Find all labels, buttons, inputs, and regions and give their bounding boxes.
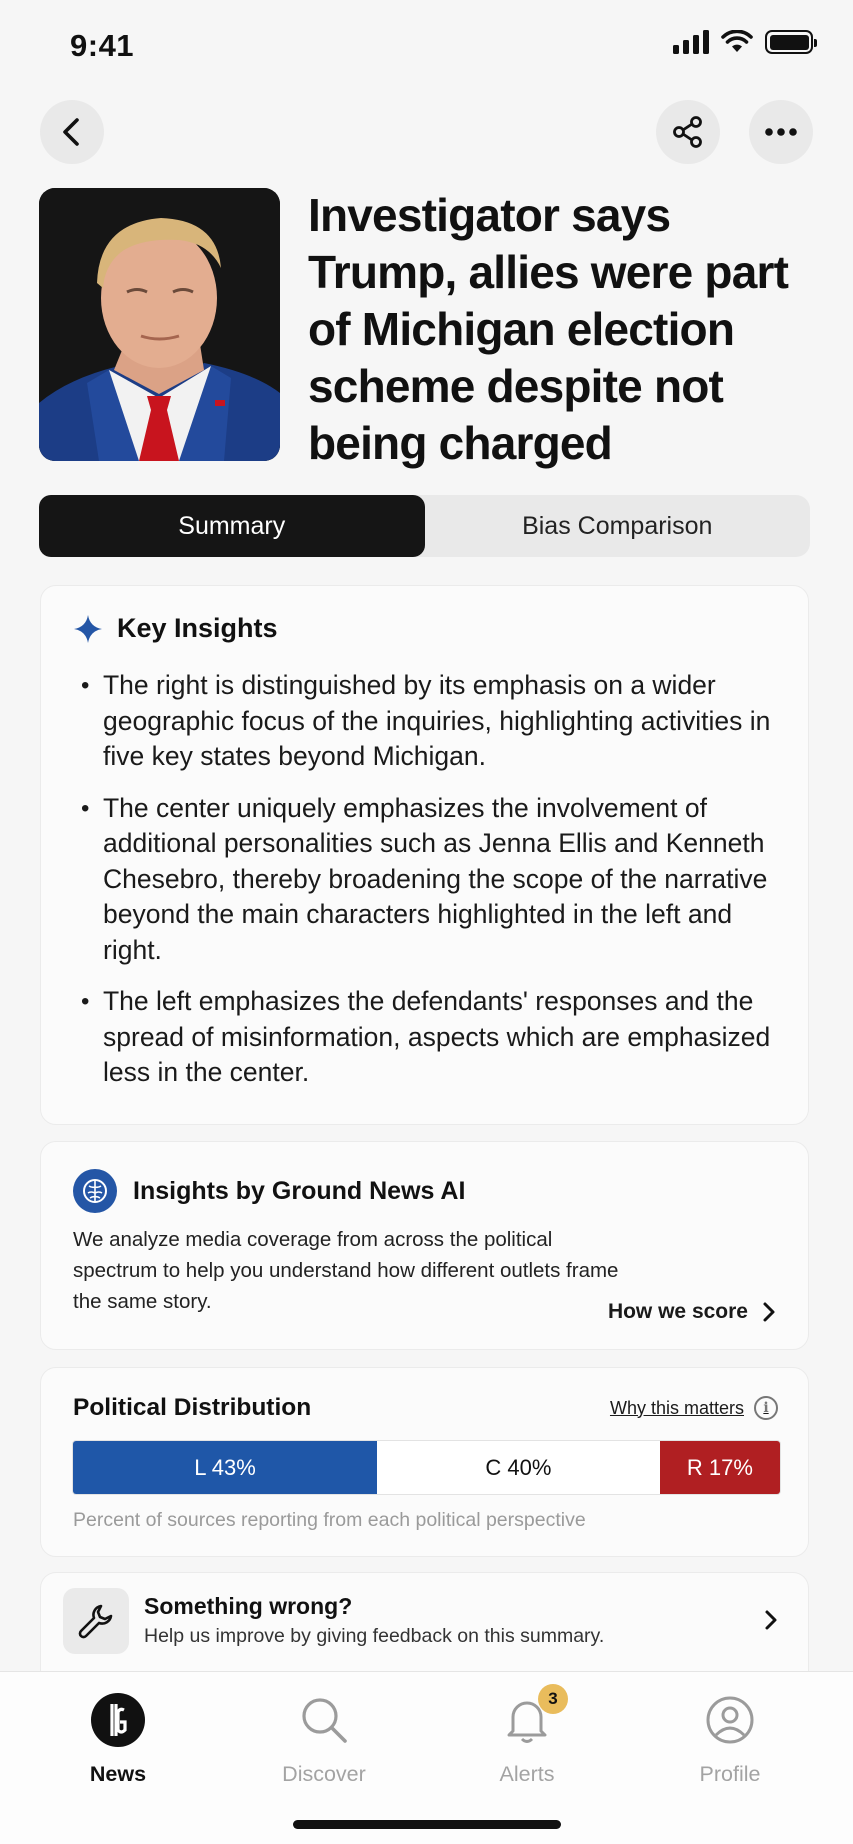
why-this-matters-label: Why this matters <box>609 1397 744 1418</box>
insight-item: • The right is distinguished by its emphasis on a wider geographic focus of the inquiries, highlighting activities in five key states beyond Michigan. <box>103 668 783 775</box>
brain-icon <box>73 1169 117 1213</box>
info-icon: i <box>754 1396 778 1420</box>
feedback-card[interactable] <box>40 1572 809 1672</box>
chevron-right-icon <box>764 1609 778 1631</box>
tab-profile[interactable] <box>650 1672 810 1787</box>
tab-news-label: News <box>89 1762 147 1786</box>
key-insights-header <box>113 613 278 644</box>
right-segment: R 17% <box>660 1441 780 1494</box>
distribution-caption: Percent of sources reporting from each political perspective <box>73 1509 586 1531</box>
key-insights-card <box>40 585 809 1125</box>
tab-alerts[interactable] <box>447 1672 607 1787</box>
political-distribution-card <box>40 1367 809 1557</box>
share-icon <box>671 115 705 149</box>
key-insights-list <box>103 668 783 1107</box>
tab-discover-label: Discover <box>282 1762 366 1786</box>
tab-alerts-label: Alerts <box>499 1762 555 1786</box>
feedback-subtitle: Help us improve by giving feedback on this summary. <box>144 1625 605 1647</box>
bottom-tab-bar <box>0 1671 853 1844</box>
political-distribution-title: Political Distribution <box>73 1394 312 1421</box>
bell-icon <box>504 1689 558 1750</box>
tab-profile-label: Profile <box>699 1762 761 1786</box>
alerts-badge: 3 <box>538 1684 568 1714</box>
key-insights-title: Key Insights <box>117 613 278 643</box>
article-thumbnail <box>39 188 280 461</box>
more-options-button[interactable] <box>749 100 813 164</box>
chevron-right-icon <box>762 1301 776 1323</box>
status-time: 9:41 <box>70 28 135 63</box>
cellular-signal-icon <box>673 30 709 54</box>
tab-news[interactable] <box>38 1672 198 1787</box>
why-this-matters-link[interactable] <box>610 1396 778 1420</box>
share-button[interactable] <box>656 100 720 164</box>
user-circle-icon <box>705 1690 755 1750</box>
tab-discover[interactable] <box>244 1672 404 1787</box>
how-we-score-label: How we score <box>607 1300 748 1323</box>
wrench-icon <box>63 1588 129 1654</box>
ground-news-ai-card <box>40 1141 809 1350</box>
insight-item: • The center uniquely emphasizes the involvement of additional personalities such as Jenna Ellis and Kenneth Chesebro, thereby broadening the scope of the narrative beyond the main characters highlighted in the left and right. <box>103 791 783 969</box>
how-we-score-link[interactable] <box>608 1300 776 1324</box>
ai-card-header <box>73 1169 465 1213</box>
ground-news-logo-icon <box>90 1690 146 1750</box>
search-icon <box>299 1690 349 1750</box>
status-bar <box>0 0 853 90</box>
article-headline: Investigator says Trump, allies were part of Michigan election scheme despite not being charged <box>308 189 789 469</box>
tab-bias-comparison[interactable]: Bias Comparison <box>522 511 713 540</box>
tab-summary[interactable]: Summary <box>39 495 425 557</box>
distribution-bar <box>72 1440 781 1495</box>
back-button[interactable] <box>40 100 104 164</box>
portrait-image <box>39 188 280 461</box>
insight-item: • The left emphasizes the defendants' responses and the spread of misinformation, aspects which are emphasized less in the center. <box>103 984 783 1091</box>
sparkle-icon <box>73 614 103 644</box>
view-tabs <box>39 495 810 557</box>
more-horizontal-icon <box>764 127 798 137</box>
wifi-icon <box>721 30 753 54</box>
home-indicator <box>293 1820 561 1829</box>
ai-card-title: Insights by Ground News AI <box>133 1176 466 1205</box>
status-icons <box>673 30 813 54</box>
battery-icon <box>765 30 813 54</box>
feedback-title: Something wrong? <box>144 1593 353 1619</box>
left-segment: L 43% <box>73 1441 377 1494</box>
chevron-left-icon <box>59 117 85 147</box>
ai-card-description: We analyze media coverage from across the political spectrum to help you understand how different outlets frame the same story. <box>73 1228 619 1313</box>
center-segment: C 40% <box>377 1441 660 1494</box>
